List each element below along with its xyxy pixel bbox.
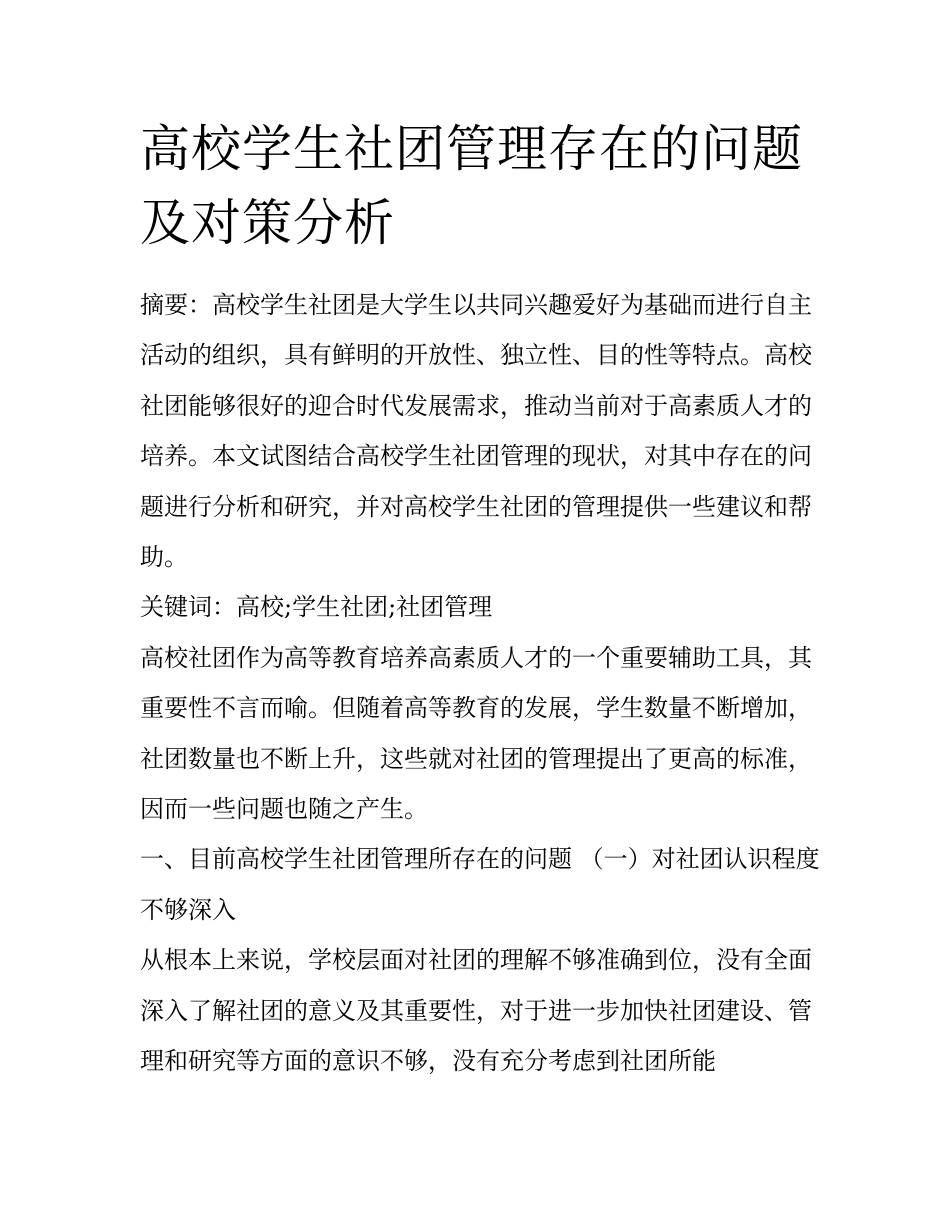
document-title: 高校学生社团管理存在的问题及对策分析 [140,120,803,252]
section-heading: 一、目前高校学生社团管理所存在的问题 （一）对社团认识程度不够深入 [140,845,820,924]
intro-paragraph: 高校社团作为高等教育培养高素质人才的一个重要辅助工具，其重要性不言而喻。但随着高等教育的发展，学生数量不断增加，社团数量也不断上升，这些就对社团的管理提出了更高的标准，因而一些问题也随之产生。 [140,643,812,824]
abstract-paragraph: 摘要：高校学生社团是大学生以共同兴趣爱好为基础而进行自主活动的组织，具有鲜明的开放性、独立性、目的性等特点。高校社团能够很好的迎合时代发展需求，推动当前对于高素质人才的培养。本文试图结合高校学生社团管理的现状，对其中存在的问题进行分析和研究，并对高校学生社团的管理提供一些建议和帮助。 [140,291,812,572]
document-body [140,280,820,1087]
body-paragraph: 从根本上来说，学校层面对社团的理解不够准确到位，没有全面深入了解社团的意义及其重要性，对于进一步加快社团建设、管理和研究等方面的意识不够，没有充分考虑到社团所能 [140,946,812,1076]
keywords-paragraph: 关键词：高校;学生社团;社团管理 [140,593,493,622]
